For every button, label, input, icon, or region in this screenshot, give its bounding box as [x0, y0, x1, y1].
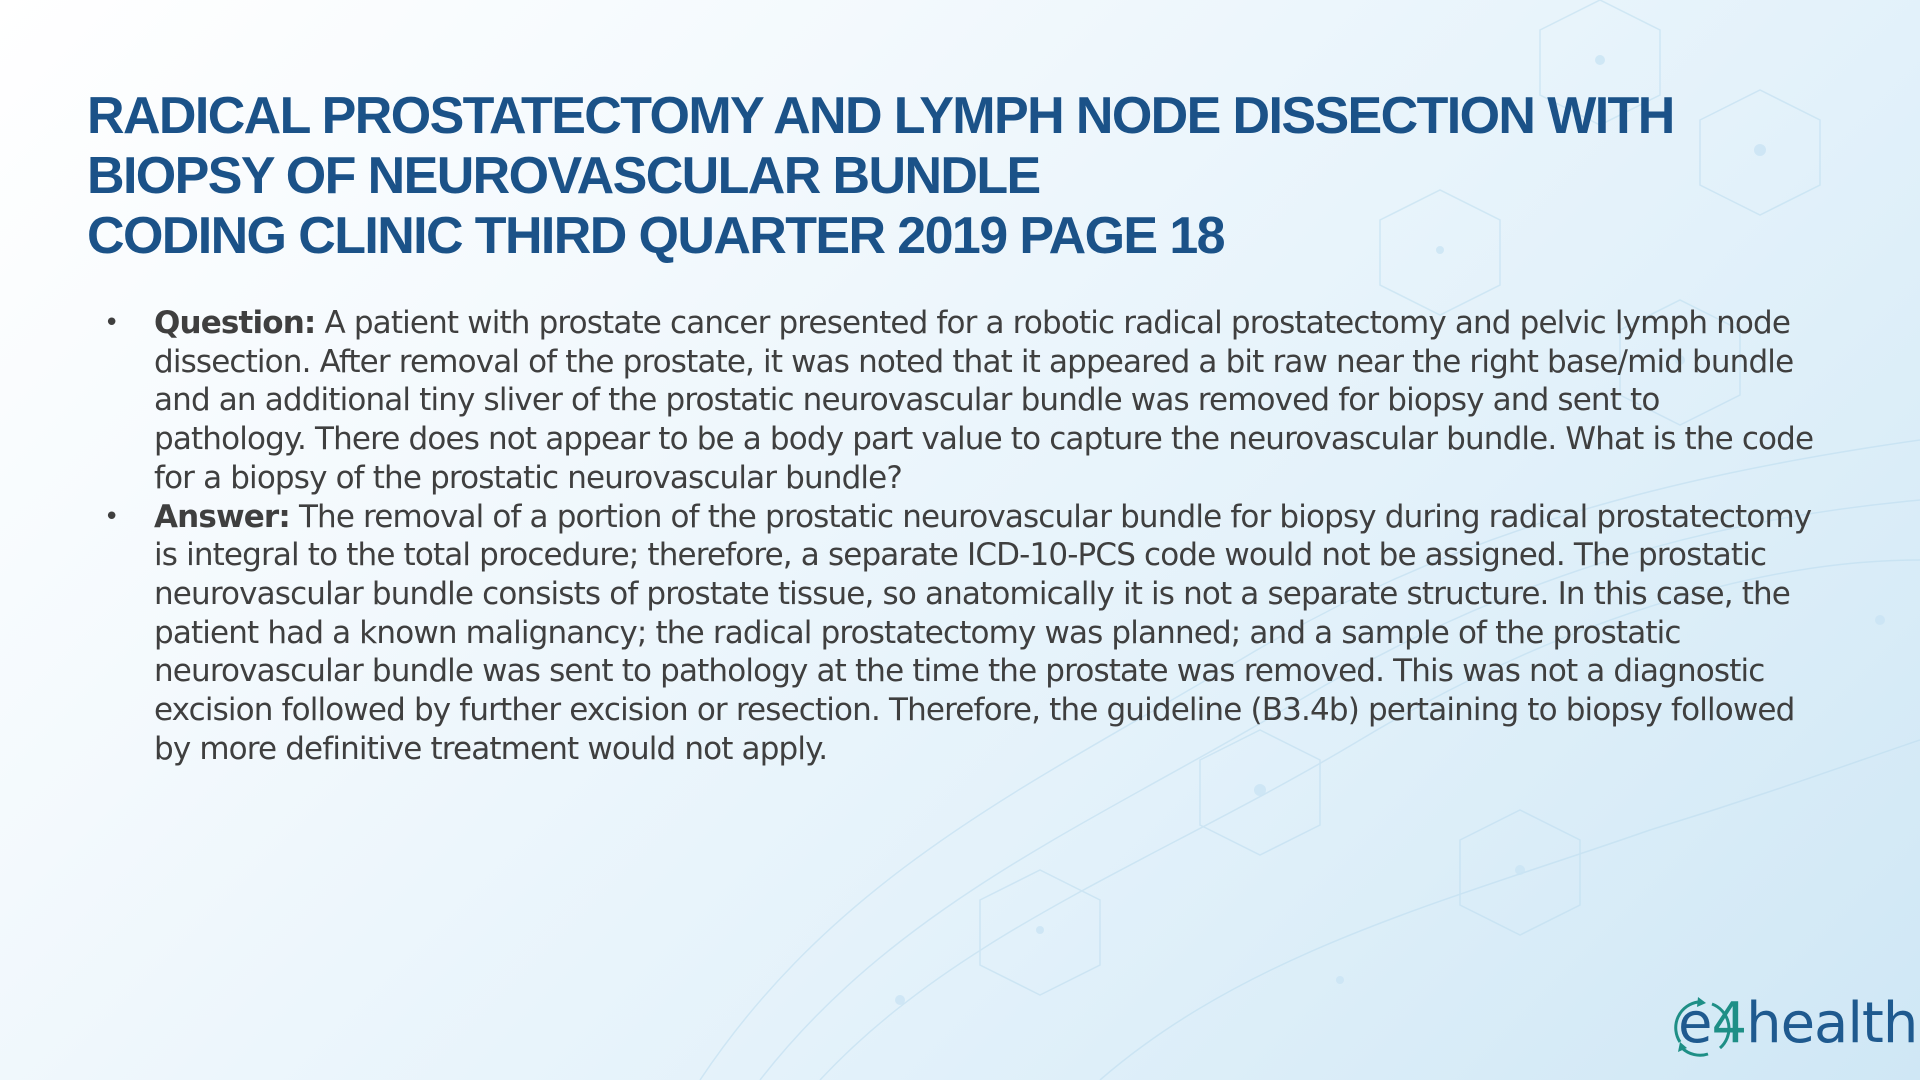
- e4health-logo: [1668, 991, 1918, 1062]
- question-label: Question:: [154, 305, 316, 341]
- answer-text: The removal of a portion of the prostatic neurovascular bundle for biopsy during radical prostatectomy is integral to the total procedure; therefore, a separate ICD-10-PCS code would not be assigned. The prostatic neurovascular bundle consists of prostate tissue, so anatomically it is not a separate structure. In this case, the patient had a known malignancy; the radical prostatectomy was planned; and a sample of the prostatic neurovascular bundle was sent to pathology at the time the prostate was removed. This was not a diagnostic excision followed by further excision or resection. Therefore, the guideline (B3.4b) pertaining to biopsy followed by more definitive treatment would not apply.: [154, 498, 1812, 767]
- logo-prefix: e: [1678, 991, 1712, 1056]
- title-line-2: BIOPSY OF NEUROVASCULAR BUNDLE: [87, 147, 1040, 205]
- question-text: A patient with prostate cancer presented for a robotic radical prostatectomy and pelvic lymph node dissection. After removal of the prostate, it was noted that it appeared a bit raw near the right base/mid bundle and an additional tiny sliver of the prostatic neurovascular bundle was removed for biopsy and sent to pathology. There does not appear to be a body part value to capture the neurovascular bundle. What is the code for a biopsy of the prostatic neurovascular bundle?: [154, 305, 1814, 496]
- bullet-answer: [100, 498, 1820, 769]
- logo-wordmark: [1678, 991, 1918, 1056]
- logo-digit: 4: [1711, 991, 1747, 1056]
- title-line-3: CODING CLINIC THIRD QUARTER 2019 PAGE 18: [87, 207, 1225, 265]
- bullet-dot-icon: •: [104, 308, 119, 338]
- title-line-1: RADICAL PROSTATECTOMY AND LYMPH NODE DISSECTION WITH: [87, 87, 1674, 145]
- bullet-question: [100, 304, 1820, 498]
- logo-suffix: health: [1746, 991, 1918, 1056]
- answer-label: Answer:: [154, 498, 290, 535]
- slide-title: [87, 86, 1867, 266]
- bullet-dot-icon: •: [104, 501, 119, 532]
- bullet-list: [100, 304, 1820, 768]
